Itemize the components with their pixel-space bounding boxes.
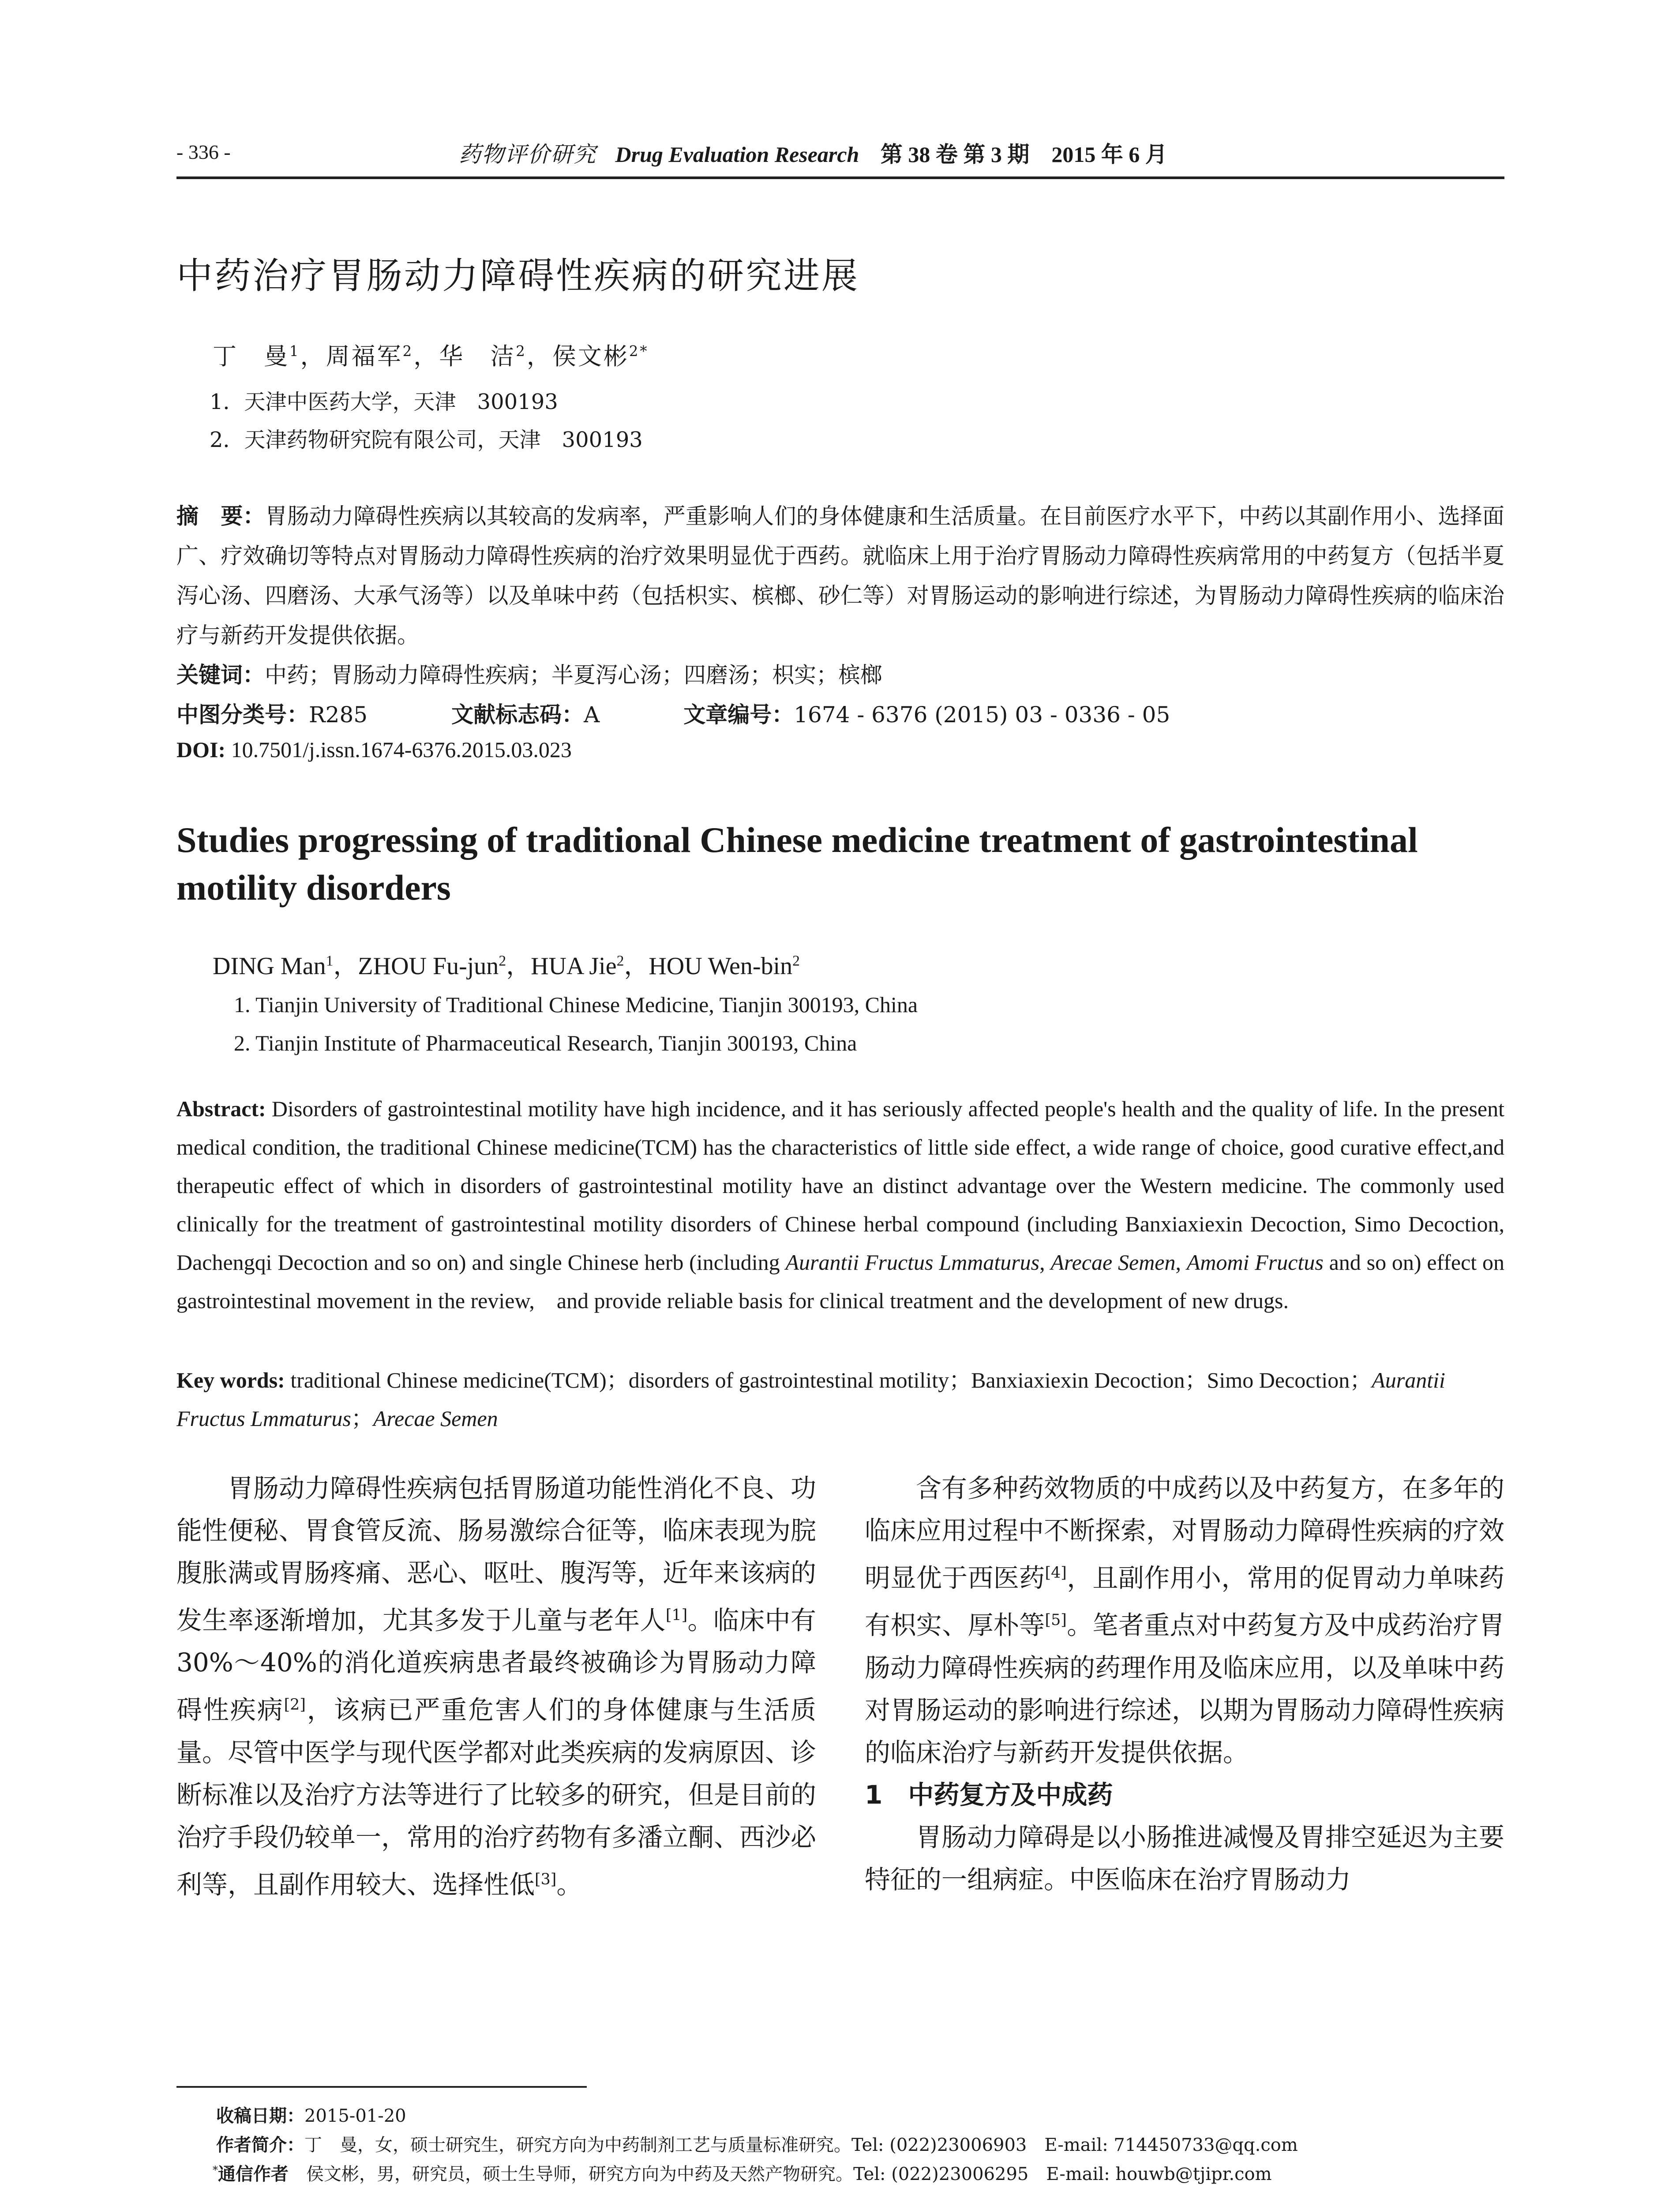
author-info-value: 丁 曼，女，硕士研究生，研究方向为中药制剂工艺与质量标准研究。Tel: (022)23006903 E-mail: 714450733@qq.com [304,2135,1298,2155]
authors-cn: 丁 曼$^1$，周福军$^2$，华 洁$^2$，侯文彬$^{2*}$ [213,342,649,370]
body-text: 。 [556,1869,582,1899]
author-info-label: 作者简介： [216,2135,304,2155]
keywords-cn-label: 关键词： [176,662,265,688]
journal-name-en: Drug Evaluation Research [615,142,859,167]
author-sup: 2 [616,953,624,969]
doc-code-value: A [584,702,600,728]
body-paragraph [176,1467,816,1906]
doi-value: 10.7501/j.issn.1674-6376.2015.03.023 [225,737,572,762]
author-sup: 2* [629,343,649,360]
body-text: 含有多种药效物质的中成药以及中药复方，在多年的临床应用过程中不断探索，对胃肠动力障碍性疾病的疗效明显优于西医药 [865,1473,1505,1593]
separator: , [1175,1250,1187,1275]
abstract-cn-label: 摘 要： [176,503,265,529]
article-title-cn: 中药治疗胃肠动力障碍性疾病的研究进展 [176,255,860,297]
abstract-en-label: Abstract: [176,1096,266,1121]
author-name: ZHOU Fu-jun [358,953,499,980]
body-column-left [176,1467,816,1906]
body-text: 胃肠动力障碍性疾病包括胃肠道功能性消化不良、功能性便秘、胃食管反流、肠易激综合征等，临床表现为脘腹胀满或胃肠疼痛、恶心、呕吐、腹泻等，近年来该病的发生率逐渐增加，尤其多发于儿童与老年人 [176,1473,817,1636]
author-name: 华 洁 [439,342,516,370]
keywords-en-label: Key words: [176,1368,285,1392]
citation: [3] [535,1870,557,1888]
footnote-rule [176,2086,587,2088]
abstract-cn [176,496,1504,655]
author-sup: 2 [792,953,800,969]
keywords-cn [176,657,882,689]
citation: [5] [1045,1611,1067,1629]
corresponding-label: 通信作者 [218,2164,289,2184]
section-heading: 1 中药复方及中成药 [865,1779,1113,1810]
page-number: - 336 - [176,141,231,163]
body-text: 。笔者重点对中药复方及中成药治疗胃肠动力障碍性疾病的药理作用及临床应用，以及单味中药对胃肠运动的影响进行综述，以期为胃肠动力障碍性疾病的临床治疗与新药开发提供依据。 [865,1610,1505,1767]
authors-en: DING Man$^1$，ZHOU Fu-jun$^2$，HUA Jie$^2$，HOU Wen-bin$^2$ [213,953,800,980]
author-name: 丁 曼 [213,342,289,370]
author-name: 周福军 [326,342,403,370]
abstract-cn-text: 胃肠动力障碍性疾病以其较高的发病率，严重影响人们的身体健康和生活质量。在目前医疗水平下，中药以其副作用小、选择面广、疗效确切等特点对胃肠动力障碍性疾病的治疗效果明显优于西药。就临床上用于治疗胃肠动力障碍性疾病常用的中药复方（包括半夏泻心汤、四磨汤、大承气汤等）以及单味中药（包括枳实、槟榔、砂仁等）对胃肠运动的影响进行综述，为胃肠动力障碍性疾病的临床治疗与新药开发提供依据。 [176,503,1505,648]
author-sup: 1 [289,343,300,360]
article-no-value: 1674 - 6376 (2015) 03 - 0336 - 05 [794,702,1170,728]
article-title-en: Studies progressing of traditional Chinese medicine treatment of gastrointestinal motility disorders [176,820,1418,908]
abstract-en-text: Disorders of gastrointestinal motility have high incidence, and it has seriously affected people's health and the quality of life. In the present medical condition, the traditional Chinese medicine(TCM) has the characteristics of little side effect, a wide range of choice, good curative effect,and therapeutic effect of which in disorders of gastrointestinal motility have an distinct advantage over the Western medicine. The commonly used clinically for the treatment of gastrointestinal motility disorders of Chinese herbal compound (including Banxiaxiexin Decoction, Simo Decoction, Dachengqi Decoction and so on) and single Chinese herb (including [176,1096,1504,1275]
author-name: HUA Jie [531,953,617,980]
corresponding-mark: * [213,2164,218,2176]
author-sup: 2 [402,343,414,360]
affiliation-cn-2: 2．天津药物研究院有限公司，天津 300193 [210,428,643,452]
citation: [4] [1045,1564,1067,1582]
running-header [459,137,1167,169]
separator: , [1039,1250,1051,1275]
body-paragraph [865,1467,1504,1774]
separator: ； [351,1406,373,1431]
article-no-label: 文章编号： [683,702,794,728]
keyword-italic: Arecae Semen [373,1406,498,1431]
body-column-right [865,1467,1504,1901]
footnote-corresponding [213,2160,1272,2185]
received-label: 收稿日期： [216,2106,304,2126]
abstract-en-text-end: and so on) effect on gastrointestinal movement in the review, and provide reliable basis for clinical treatment and the development of new drugs. [176,1250,1505,1313]
herb-name: Amomi Fructus [1186,1250,1324,1275]
herb-name: Arecae Semen [1050,1250,1176,1275]
issue-info: 第 38 卷 第 3 期 2015 年 6 月 [880,142,1167,167]
footnote-received [216,2102,406,2127]
author-name: HOU Wen-bin [649,953,793,980]
footnote-author [216,2131,1298,2156]
keywords-en-text: traditional Chinese medicine(TCM)；disorders of gastrointestinal motility；Banxiaxiexin Decoction；Simo Decoction； [285,1368,1372,1392]
header-rule [176,176,1504,179]
author-sup: 2 [499,953,506,969]
author-name: DING Man [213,953,326,980]
keyword-italic: Aurantii Fructus Lmmaturus [176,1368,1445,1431]
keywords-en [176,1361,1504,1438]
doc-code-label: 文献标志码： [451,702,584,728]
clc-label: 中图分类号： [176,702,309,728]
affiliation-en-2: 2. Tianjin Institute of Pharmaceutical Research, Tianjin 300193, China [234,1031,857,1055]
author-sup: 2 [516,343,527,360]
journal-logo: 药物评价研究 [459,142,596,167]
doi-label: DOI: [176,737,226,762]
received-value: 2015-01-20 [304,2106,406,2126]
body-text: 。临床中有 30%～40%的消化道疾病患者最终被确诊为胃肠动力障碍性疾病 [176,1605,816,1725]
doi-line [176,737,572,762]
citation: [2] [284,1696,306,1714]
affiliation-cn-1: 1．天津中医药大学，天津 300193 [210,390,558,414]
keywords-cn-text: 中药；胃肠动力障碍性疾病；半夏泻心汤；四磨汤；枳实；槟榔 [265,662,882,688]
citation: [1] [665,1606,688,1624]
author-sup: 1 [326,953,334,969]
author-name: 侯文彬 [552,342,629,370]
body-paragraph: 胃肠动力障碍是以小肠推进减慢及胃排空延迟为主要特征的一组病症。中医临床在治疗胃肠动力 [865,1822,1505,1895]
abstract-en [176,1090,1504,1320]
corresponding-value: 侯文彬，男，研究员，硕士生导师，研究方向为中药及天然产物研究。Tel: (022)23006295 E-mail: houwb@tjipr.com [289,2164,1272,2184]
clc-value: R285 [309,702,368,728]
herb-name: Aurantii Fructus Lmmaturus [785,1250,1040,1275]
body-text: ，该病已严重危害人们的身体健康与生活质量。尽管中医学与现代医学都对此类疾病的发病原因、诊断标准以及治疗方法等进行了比较多的研究，但是目前的治疗手段仍较单一，常用的治疗药物有多潘立酮、西沙必利等，且副作用较大、选择性低 [176,1695,817,1899]
body-text: ，且副作用小，常用的促胃动力单味药有枳实、厚朴等 [865,1563,1504,1640]
affiliation-en-1: 1. Tianjin University of Traditional Chinese Medicine, Tianjin 300193, China [234,992,918,1017]
classification-line [176,697,1170,729]
